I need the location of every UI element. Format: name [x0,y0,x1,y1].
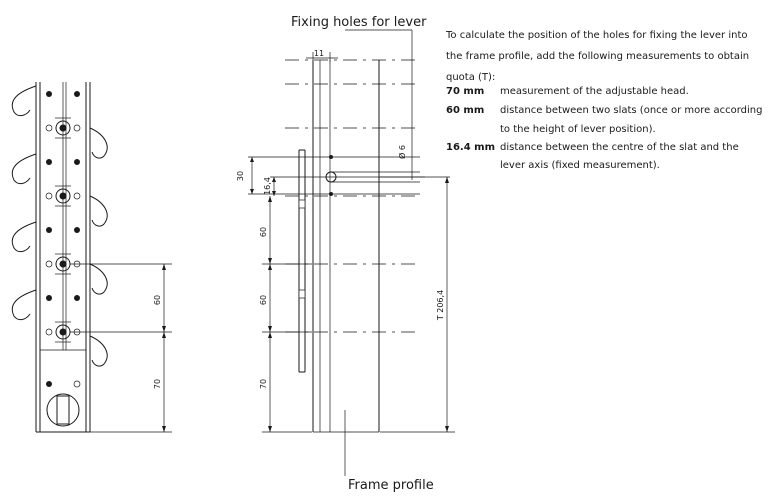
item-text-70: measurement of the adjustable head. [500,86,689,97]
description-block [445,30,762,171]
item-value-70: 70 mm [446,86,485,97]
frame-profile-drawing [236,30,455,476]
louvre-assembly [12,82,172,432]
description-line-3: quota (T): [446,72,496,83]
dim-30: 30 [236,170,245,182]
dim-left-70: 70 [153,378,162,390]
description-line-2: the frame profile, add the following measurements to obtain [446,51,750,62]
description-line-1: To calculate the position of the holes for fixing the lever into [446,30,748,41]
item-value-16-4: 16.4 mm [446,142,495,153]
dim-60-b: 60 [259,294,268,306]
fixing-holes-label: Fixing holes for lever [291,15,427,30]
item-text-16-4-line1: distance between the centre of the slat and the [500,142,739,153]
item-text-60-line2: to the height of lever position). [500,124,656,135]
dim-11: 11 [313,49,325,58]
item-value-60: 60 mm [446,105,485,116]
frame-profile-label: Frame profile [348,478,434,493]
dim-70: 70 [259,378,268,390]
dim-t-206-4: T 206,4 [436,289,445,321]
item-text-16-4-line2: lever axis (fixed measurement). [500,160,660,171]
dim-16-4: 16,4 [263,177,272,195]
dim-left-60: 60 [153,294,162,306]
item-text-60-line1: distance between two slats (once or more according [500,105,763,116]
dim-phi-6: Ø 6 [398,145,407,159]
dim-60-a: 60 [259,226,268,238]
